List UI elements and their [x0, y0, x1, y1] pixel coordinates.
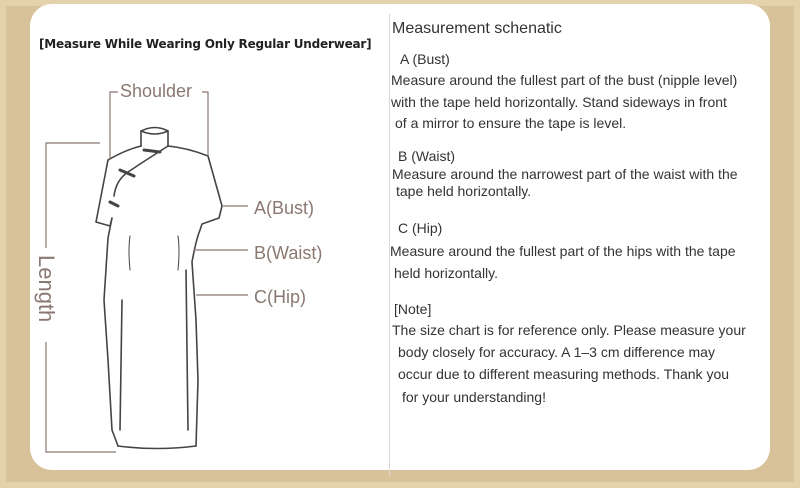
waist-line-2: tape held horizontally.: [396, 183, 532, 199]
note-line-2: body closely for accuracy. A 1–3 cm difference may: [398, 344, 715, 360]
bust-line-3: of a mirror to ensure the tape is level.: [395, 115, 627, 131]
bust-line-2: with the tape held horizontally. Stand sideways in front: [391, 94, 727, 110]
hip-heading: C (Hip): [398, 220, 443, 236]
waist-heading: B (Waist): [398, 148, 456, 164]
measure-instruction: [Measure While Wearing Only Regular Underwear]: [39, 37, 372, 51]
note-line-3: occur due to different measuring methods. Thank you: [398, 366, 730, 382]
note-line-1: The size chart is for reference only. Please measure your: [392, 322, 746, 338]
bust-heading: A (Bust): [400, 51, 450, 67]
waist-line-1: Measure around the narrowest part of the waist with the: [392, 166, 738, 182]
note-heading: [Note]: [394, 301, 432, 317]
guide-lines: [46, 92, 248, 452]
length-label: Length: [34, 255, 59, 323]
waist-label: B(Waist): [254, 243, 323, 263]
note-line-4: for your understanding!: [402, 389, 546, 405]
qipao-diagram: [30, 60, 380, 480]
hip-label: C(Hip): [254, 287, 306, 307]
shoulder-label: Shoulder: [120, 81, 193, 101]
hip-line-2: held horizontally.: [394, 265, 499, 281]
schematic-title: Measurement schenatic: [392, 20, 562, 37]
hip-line-1: Measure around the fullest part of the hips with the tape: [390, 243, 736, 259]
bust-label: A(Bust): [254, 198, 315, 218]
bust-line-1: Measure around the fullest part of the bust (nipple level): [391, 72, 738, 88]
dress-outline: [96, 128, 222, 449]
